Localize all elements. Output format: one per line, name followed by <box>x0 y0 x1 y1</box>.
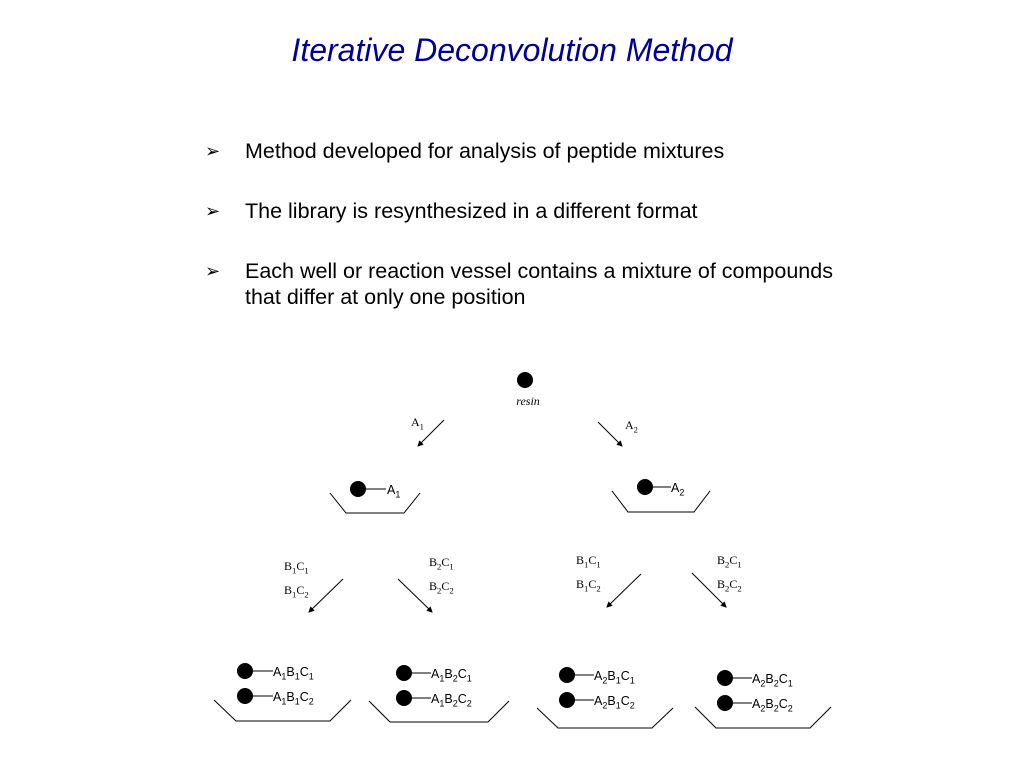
bullet-text: The library is resynthesized in a different format <box>245 199 698 223</box>
compound-label: $A_2$ <box>671 481 685 498</box>
compound-label: $A_1B_2C_1$ <box>431 667 472 684</box>
arrowhead-bullet-icon: ➢ <box>205 141 221 161</box>
bead-icon <box>637 479 653 495</box>
arrow-b-c <box>398 579 432 612</box>
vessel-a1 <box>330 493 420 513</box>
reagent-label: $B_2C_2$ <box>717 577 742 594</box>
compound-label: $A_2B_1C_1$ <box>594 669 635 686</box>
bead-icon <box>237 663 253 679</box>
compound-label: $A_1B_2C_2$ <box>431 692 472 709</box>
reagent-label: $B_2C_1$ <box>717 553 742 570</box>
vessel-a2 <box>612 491 710 512</box>
bead-icon <box>559 667 575 683</box>
compound-label: $A_2B_2C_2$ <box>752 697 793 714</box>
slide-title: Iterative Deconvolution Method <box>291 32 733 68</box>
arrow-b-c <box>309 579 343 612</box>
reagent-label: $B_1C_2$ <box>284 583 309 600</box>
arrowhead-bullet-icon: ➢ <box>205 201 221 221</box>
bead-icon <box>717 670 733 686</box>
reagent-label: $B_1C_1$ <box>284 559 309 576</box>
bead-icon <box>396 665 412 681</box>
resin-bead-icon <box>517 372 533 388</box>
resin-label: resin <box>516 394 540 408</box>
bullet-text: Method developed for analysis of peptide mixtures <box>245 139 725 163</box>
reagent-label: $B_2C_1$ <box>429 555 454 572</box>
reagent-label: $B_2C_2$ <box>429 579 454 596</box>
compound-label: $A_2B_1C_2$ <box>594 694 635 711</box>
bead-icon <box>350 481 366 497</box>
bead-icon <box>559 692 575 708</box>
reagent-label: $B_1C_2$ <box>576 577 601 594</box>
reagent-label-a2: $A_2$ <box>625 418 638 435</box>
bullet-text: Each well or reaction vessel contains a mixture of compounds that differ at only one position <box>245 259 833 309</box>
bead-icon <box>396 690 412 706</box>
reagent-label: $B_1C_1$ <box>576 553 601 570</box>
compound-label: $A_2B_2C_1$ <box>752 672 793 689</box>
arrowhead-bullet-icon: ➢ <box>205 261 221 281</box>
reagent-label-a1: $A_1$ <box>411 415 424 432</box>
arrow-a2 <box>598 422 622 446</box>
compound-label: $A_1B_1C_2$ <box>273 690 314 707</box>
compound-label: $A_1B_1C_1$ <box>273 665 314 682</box>
compound-label: $A_1$ <box>387 483 401 500</box>
bead-icon <box>717 695 733 711</box>
arrow-b-c <box>607 574 641 607</box>
vessel-a2-b1 <box>537 708 673 728</box>
bead-icon <box>237 688 253 704</box>
